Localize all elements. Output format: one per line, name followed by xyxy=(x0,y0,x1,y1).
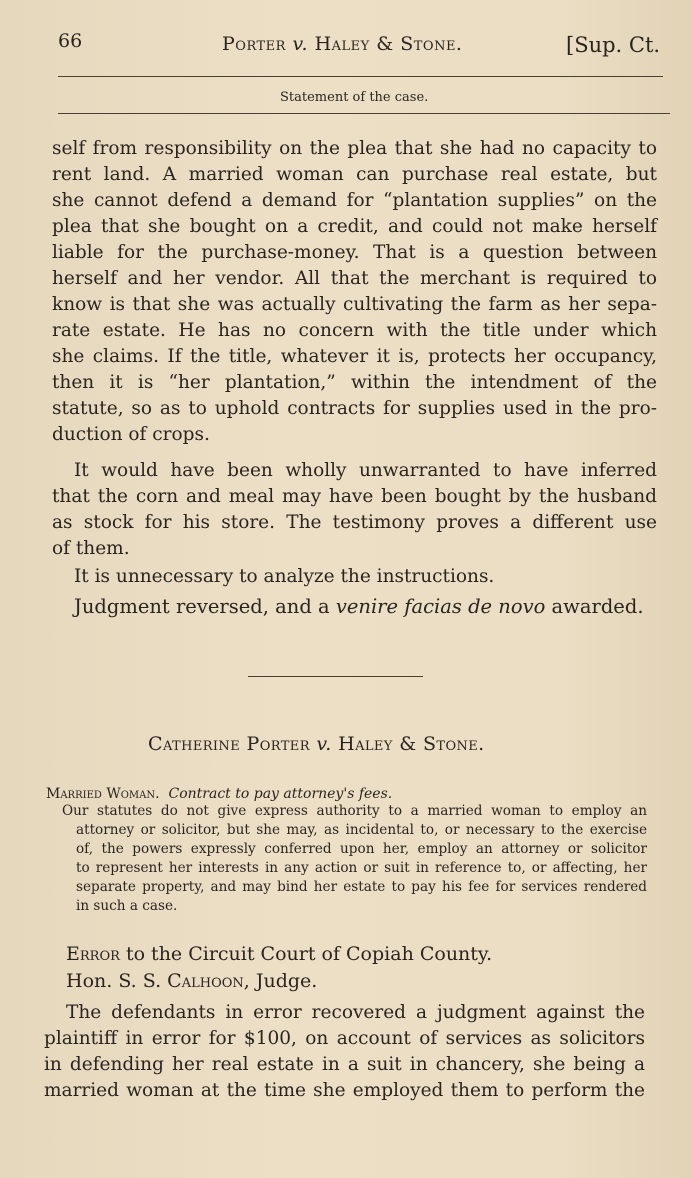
text-line: It is unnecessary to analyze the instructions. xyxy=(74,566,495,587)
case-statement xyxy=(44,1002,645,1106)
text-line: statute, so as to uphold contracts for supplies used in the pro- xyxy=(52,398,657,419)
subheading: Statement of the case. xyxy=(280,90,429,105)
running-head-defendants: Haley & Stone. xyxy=(308,33,463,55)
case-title-plaintiff: Catherine Porter xyxy=(148,733,317,755)
text-line: It would have been wholly unwarranted to have inferred xyxy=(74,460,657,481)
case-title-v: v. xyxy=(316,733,332,755)
text-line: to represent her interests in any action or suit in reference to, or affecting, her xyxy=(76,860,647,876)
text-line: plea that she bought on a credit, and could not make herself xyxy=(52,216,657,237)
running-head-v: v. xyxy=(292,33,309,55)
text-line: as stock for his store. The testimony proves a different use xyxy=(52,512,657,533)
opinion-paragraph-2 xyxy=(52,460,657,564)
text-line: in defending her real estate in a suit in chancery, she being a xyxy=(44,1054,645,1075)
court-label: [Sup. Ct. xyxy=(566,33,661,57)
text-line: that the corn and meal may have been bought by the husband xyxy=(52,486,657,507)
headnote-subtopic: Contract to pay attorney's fees. xyxy=(168,786,393,802)
text-line: attorney or solicitor, but she may, as incidental to, or necessary to the exercise xyxy=(76,822,647,838)
text-line: know is that she was actually cultivating the farm as her sepa- xyxy=(52,294,657,315)
judge-suffix: , Judge. xyxy=(243,970,318,992)
text-line: of them. xyxy=(52,538,130,559)
running-head-plaintiff: Porter xyxy=(222,33,293,55)
text-line xyxy=(52,595,657,621)
text-line: herself and her vendor. All that the merchant is required to xyxy=(52,268,657,289)
judgment-italic: venire facias de novo xyxy=(335,595,546,618)
error-label: Error xyxy=(66,943,120,965)
text-line: she claims. If the title, whatever it is, protects her occupancy, xyxy=(52,346,657,367)
text-line: she cannot defend a demand for “plantation supplies” on the xyxy=(52,190,657,211)
case-title xyxy=(148,733,485,755)
judgment-text: Judgment reversed, and a xyxy=(74,595,336,618)
header-rule-bottom xyxy=(58,113,670,114)
page-number: 66 xyxy=(58,30,83,52)
text-line: in such a case. xyxy=(76,898,178,914)
text-line: separate property, and may bind her estate to pay his fee for services rendered xyxy=(76,879,647,895)
text-line: married woman at the time she employed them to perform the xyxy=(44,1080,645,1101)
text-line: then it is “her plantation,” within the intendment of the xyxy=(52,372,657,393)
header-rule-top xyxy=(58,76,663,77)
text-line: duction of crops. xyxy=(52,424,210,445)
headnote-topic-line xyxy=(46,786,392,802)
text-line: self from responsibility on the plea that she had no capacity to xyxy=(52,138,657,159)
opinion-paragraph-3 xyxy=(52,566,657,592)
opinion-paragraph-1 xyxy=(52,138,657,450)
text-line: of, the powers expressly conferred upon her, employ an attorney or solicitor xyxy=(76,841,647,857)
text-line: liable for the purchase-money. That is a question between xyxy=(52,242,657,263)
text-line: rate estate. He has no concern with the title under which xyxy=(52,320,657,341)
text-line: Our statutes do not give express authority to a married woman to employ an xyxy=(62,803,647,819)
headnote-topic: Married Woman. xyxy=(46,786,160,802)
headnote xyxy=(62,803,647,917)
text-line: The defendants in error recovered a judgment against the xyxy=(66,1002,645,1023)
text-line: plaintiff in error for $100, on account of services as solicitors xyxy=(44,1028,645,1049)
opinion-paragraph-4 xyxy=(52,595,657,621)
judgment-end: awarded. xyxy=(545,595,644,618)
error-text: to the Circuit Court of Copiah County. xyxy=(119,943,493,965)
case-title-defendants: Haley & Stone. xyxy=(331,733,485,755)
judge-name: Calhoon xyxy=(167,970,244,992)
error-line xyxy=(66,943,492,965)
running-head xyxy=(222,33,462,55)
judge-prefix: Hon. S. S. xyxy=(66,970,168,992)
text-line: rent land. A married woman can purchase real estate, but xyxy=(52,164,657,185)
section-divider xyxy=(248,676,423,677)
judge-line xyxy=(66,970,317,992)
